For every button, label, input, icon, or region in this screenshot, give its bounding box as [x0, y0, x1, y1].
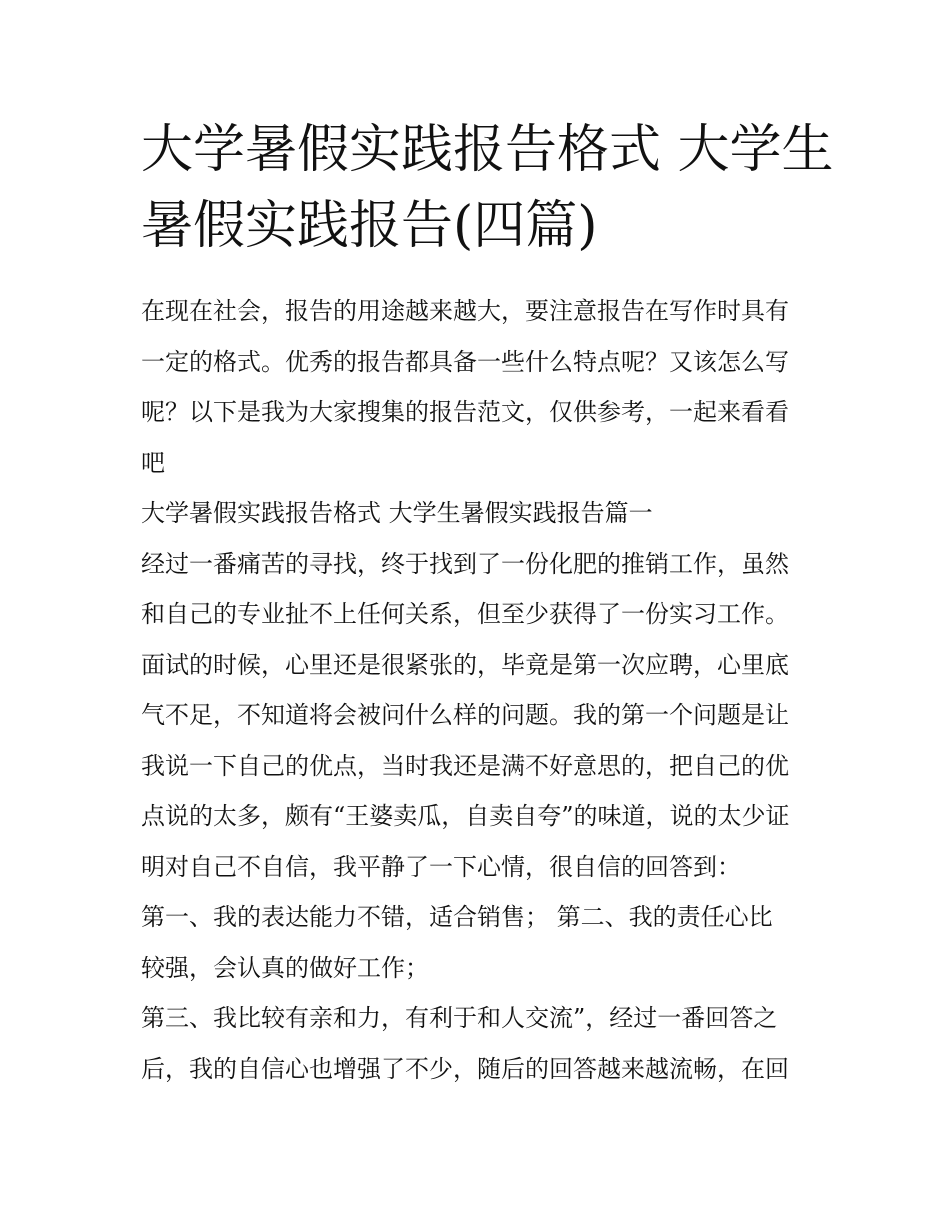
body-line: 在现在社会，报告的用途越来越大，要注意报告在写作时具有 [141, 297, 789, 325]
document-title [141, 112, 834, 264]
body-line: 吧 [141, 448, 165, 477]
section-heading: 大学暑假实践报告格式 大学生暑假实践报告篇一 [141, 499, 653, 527]
body-line: 第三、我比较有亲和力，有利于和人交流”，经过一番回答之 [141, 1004, 778, 1032]
body-line: 我说一下自己的优点，当时我还是满不好意思的，把自己的优 [141, 751, 789, 780]
body-line: 气不足，不知道将会被问什么样的问题。我的第一个问题是让 [141, 701, 789, 729]
title-line: 大学暑假实践报告格式 大学生 [141, 120, 834, 180]
body-line: 第一、我的表达能力不错，适合销售； 第二、我的责任心比 [141, 903, 773, 931]
body-line: 明对自己不自信，我平静了一下心情，很自信的回答到： [141, 852, 741, 881]
body-line: 面试的时候，心里还是很紧张的，毕竟是第一次应聘，心里底 [141, 650, 789, 679]
title-line: 暑假实践报告(四篇) [141, 196, 598, 256]
body-line: 点说的太多，颇有“王婆卖瓜，自卖自夸”的味道，说的太少证 [141, 802, 790, 830]
document-content [141, 112, 834, 1094]
body-line: 后，我的自信心也增强了不少，随后的回答越来越流畅，在回 [141, 1054, 789, 1083]
body-line: 较强，会认真的做好工作； [141, 953, 429, 982]
body-line: 和自己的专业扯不上任何关系，但至少获得了一份实习工作。 [141, 600, 789, 628]
document-body [141, 286, 813, 1094]
body-line: 呢？以下是我为大家搜集的报告范文，仅供参考，一起来看看 [141, 398, 789, 426]
body-line: 经过一番痛苦的寻找，终于找到了一份化肥的推销工作，虽然 [141, 549, 789, 578]
body-line: 一定的格式。优秀的报告都具备一些什么特点呢？又该怎么写 [141, 347, 789, 376]
